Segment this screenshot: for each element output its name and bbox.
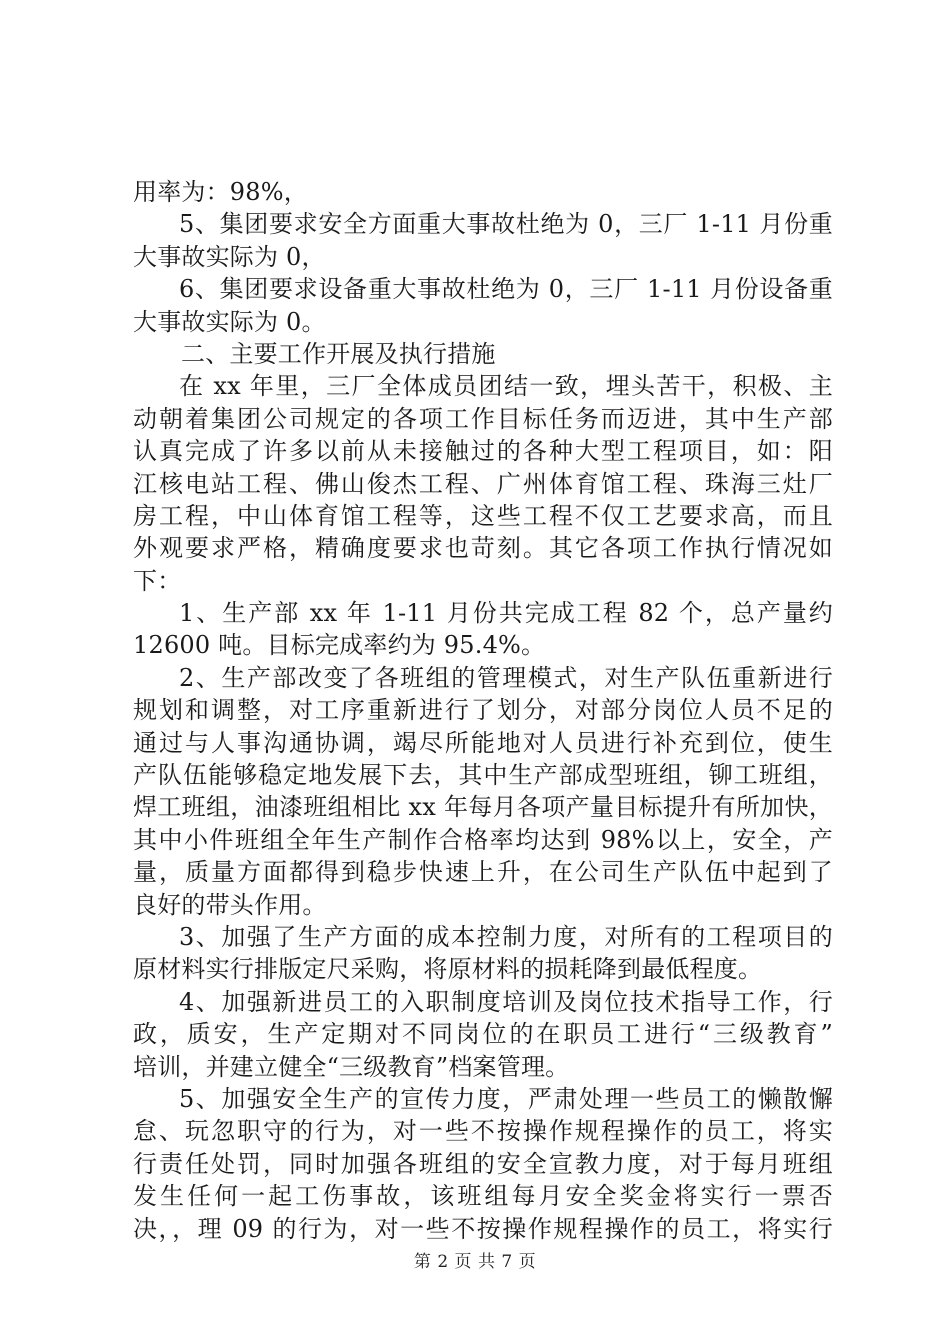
text-line: 通过与人事沟通协调，竭尽所能地对人员进行补充到位，使生 xyxy=(133,728,833,757)
text-line: 良好的带头作用。 xyxy=(133,890,327,919)
text-line: 在 xx 年里，三厂全体成员团结一致，埋头苦干，积极、主 xyxy=(179,372,833,401)
text-line: 1、生产部 xx 年 1-11 月份共完成工程 82 个，总产量约 xyxy=(179,599,833,628)
text-line: 大事故实际为 0。 xyxy=(133,307,326,336)
text-line: 下： xyxy=(133,566,182,595)
text-line: 二、主要工作开展及执行措施 xyxy=(181,339,496,368)
text-line: 12600 吨。目标完成率约为 95.4%。 xyxy=(133,631,546,660)
text-line: 发生任何一起工伤事故，该班组每月安全奖金将实行一票否 xyxy=(133,1182,833,1211)
text-line: 江核电站工程、佛山俊杰工程、广州体育馆工程、珠海三灶厂 xyxy=(133,469,833,498)
text-line: 5、集团要求安全方面重大事故杜绝为 0，三厂 1-11 月份重 xyxy=(179,210,833,239)
text-line: 用率为：98%， xyxy=(133,178,308,206)
text-line: 决，，理 09 的行为，对一些不按操作规程操作的员工，将实行 xyxy=(133,1214,833,1243)
text-line: 3、加强了生产方面的成本控制力度，对所有的工程项目的 xyxy=(179,922,833,951)
text-line: 焊工班组，油漆班组相比 xx 年每月各项产量目标提升有所加快， xyxy=(133,793,833,822)
text-line: 5、加强安全生产的宣传力度，严肃处理一些员工的懒散懈 xyxy=(179,1084,833,1113)
text-line: 认真完成了许多以前从未接触过的各种大型工程项目，如：阳 xyxy=(133,437,833,466)
text-line: 其中小件班组全年生产制作合格率均达到 98%以上，安全，产 xyxy=(133,825,833,854)
text-line: 6、集团要求设备重大事故杜绝为 0，三厂 1-11 月份设备重 xyxy=(179,275,833,304)
text-line: 规划和调整，对工序重新进行了划分，对部分岗位人员不足的 xyxy=(133,696,833,725)
text-line: 原材料实行排版定尺采购，将原材料的损耗降到最低程度。 xyxy=(133,955,763,984)
text-line: 房工程，中山体育馆工程等，这些工程不仅工艺要求高，而且 xyxy=(133,501,833,530)
text-line: 产队伍能够稳定地发展下去，其中生产部成型班组，铆工班组， xyxy=(133,761,833,790)
text-line: 怠、玩忽职守的行为，对一些不按操作规程操作的员工，将实 xyxy=(133,1117,833,1146)
text-line: 4、加强新进员工的入职制度培训及岗位技术指导工作，行 xyxy=(179,987,833,1016)
document-body xyxy=(133,176,833,1245)
text-line: 培训，并建立健全“三级教育”档案管理。 xyxy=(133,1052,570,1081)
text-line: 外观要求严格，精确度要求也苛刻。其它各项工作执行情况如 xyxy=(133,534,833,563)
text-line: 大事故实际为 0， xyxy=(133,242,326,271)
text-line: 动朝着集团公司规定的各项工作目标任务而迈进，其中生产部 xyxy=(133,404,833,433)
text-line: 行责任处罚，同时加强各班组的安全宣教力度，对于每月班组 xyxy=(133,1149,833,1178)
page-footer: 第 2 页 共 7 页 xyxy=(413,1252,537,1272)
text-line: 政，质安，生产定期对不同岗位的在职员工进行“三级教育” xyxy=(133,1020,833,1049)
text-line: 量，质量方面都得到稳步快速上升，在公司生产队伍中起到了 xyxy=(133,858,833,887)
text-line: 2、生产部改变了各班组的管理模式，对生产队伍重新进行 xyxy=(179,663,833,692)
